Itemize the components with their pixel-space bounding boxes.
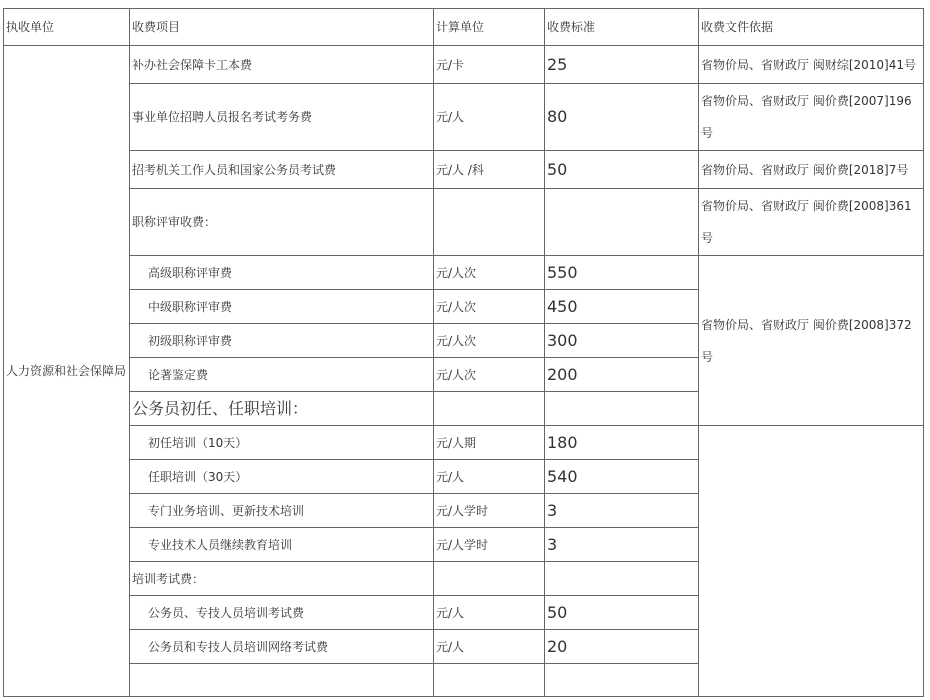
fee-item: 初任培训（10天）: [130, 426, 434, 460]
fee-standard: 50: [545, 151, 699, 189]
fee-standard: 450: [545, 290, 699, 324]
fee-standard: [545, 189, 699, 256]
header-item: 收费项目: [130, 9, 434, 46]
fee-item: 公务员、专技人员培训考试费: [130, 596, 434, 630]
fee-item: 论著鉴定费: [130, 358, 434, 392]
calc-unit: 元/人: [434, 630, 545, 664]
fee-basis: 省物价局、省财政厅 闽价费[2008]361号: [699, 189, 924, 256]
fee-basis: 省物价局、省财政厅 闽财综[2010]41号: [699, 46, 924, 84]
fee-table: [3, 8, 924, 697]
fee-standard: 180: [545, 426, 699, 460]
header-calc-unit: 计算单位: [434, 9, 545, 46]
fee-item: 专门业务培训、更新技术培训: [130, 494, 434, 528]
table-header-row: [4, 9, 924, 46]
fee-standard: 20: [545, 630, 699, 664]
table-row: [4, 426, 924, 460]
calc-unit: 元/人次: [434, 256, 545, 290]
calc-unit: 元/人学时: [434, 528, 545, 562]
header-standard: 收费标准: [545, 9, 699, 46]
calc-unit: 元/卡: [434, 46, 545, 84]
fee-basis: [699, 426, 924, 697]
header-unit: 执收单位: [4, 9, 130, 46]
calc-unit: 元/人期: [434, 426, 545, 460]
fee-standard: 550: [545, 256, 699, 290]
calc-unit: [434, 189, 545, 256]
calc-unit: 元/人次: [434, 324, 545, 358]
fee-standard: [545, 664, 699, 697]
fee-standard: [545, 392, 699, 426]
calc-unit: [434, 392, 545, 426]
fee-standard: [545, 562, 699, 596]
table-row: [4, 189, 924, 256]
fee-item: 培训考试费：: [130, 562, 434, 596]
fee-item: 招考机关工作人员和国家公务员考试费: [130, 151, 434, 189]
fee-item: 公务员和专技人员培训网络考试费: [130, 630, 434, 664]
fee-item: 公务员初任、任职培训：: [130, 392, 434, 426]
fee-basis: 省物价局、省财政厅 闽价费[2018]7号: [699, 151, 924, 189]
fee-item: 初级职称评审费: [130, 324, 434, 358]
fee-item: 职称评审收费：: [130, 189, 434, 256]
collecting-unit: 人力资源和社会保障局: [4, 46, 130, 697]
fee-item: 中级职称评审费: [130, 290, 434, 324]
calc-unit: 元/人: [434, 596, 545, 630]
calc-unit: 元/人: [434, 460, 545, 494]
calc-unit: 元/人次: [434, 358, 545, 392]
header-basis: 收费文件依据: [699, 9, 924, 46]
fee-standard: 3: [545, 494, 699, 528]
fee-item: 补办社会保障卡工本费: [130, 46, 434, 84]
table-row: [4, 151, 924, 189]
fee-standard: 50: [545, 596, 699, 630]
calc-unit: 元/人学时: [434, 494, 545, 528]
fee-standard: 200: [545, 358, 699, 392]
fee-standard: 300: [545, 324, 699, 358]
fee-item: [130, 664, 434, 697]
table-row: [4, 256, 924, 290]
fee-item: 专业技术人员继续教育培训: [130, 528, 434, 562]
calc-unit: 元/人次: [434, 290, 545, 324]
calc-unit: 元/人: [434, 84, 545, 151]
table-row: [4, 46, 924, 84]
fee-item: 事业单位招聘人员报名考试考务费: [130, 84, 434, 151]
calc-unit: [434, 664, 545, 697]
fee-standard: 540: [545, 460, 699, 494]
fee-basis: 省物价局、省财政厅 闽价费[2007]196号: [699, 84, 924, 151]
calc-unit: 元/人 /科: [434, 151, 545, 189]
calc-unit: [434, 562, 545, 596]
fee-item: 任职培训（30天）: [130, 460, 434, 494]
fee-standard: 80: [545, 84, 699, 151]
fee-basis: 省物价局、省财政厅 闽价费[2008]372号: [699, 256, 924, 426]
fee-standard: 3: [545, 528, 699, 562]
table-row: [4, 84, 924, 151]
fee-item: 高级职称评审费: [130, 256, 434, 290]
fee-standard: 25: [545, 46, 699, 84]
